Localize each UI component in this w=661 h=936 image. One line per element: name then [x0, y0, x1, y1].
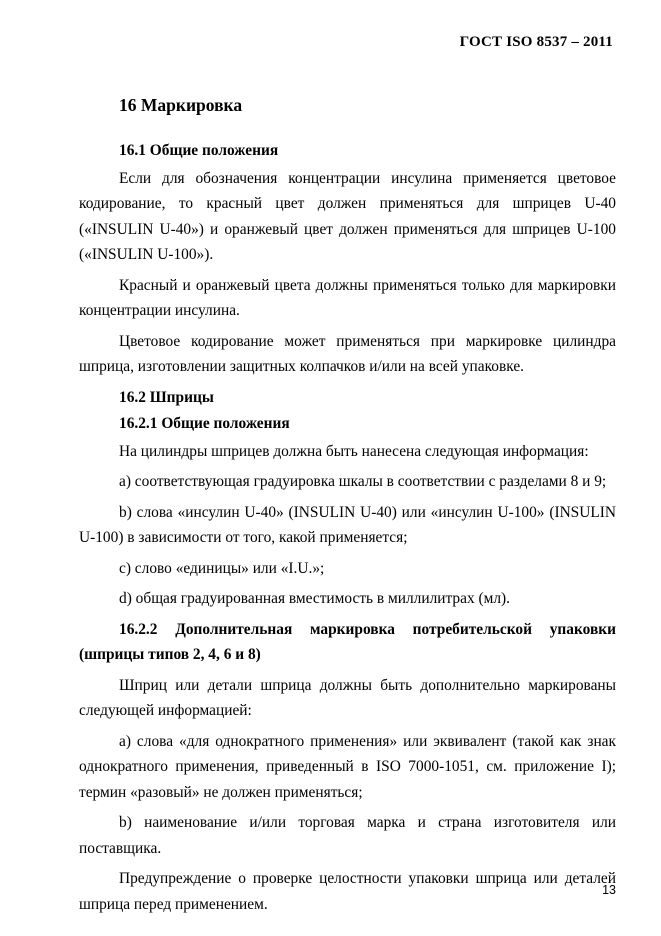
- paragraph-warning: Предупреждение о проверке целостности упаковки шприца или деталей шприца перед применением.: [79, 870, 616, 913]
- list-item-manufacturer: b) наименование и/или торговая марка и страна изготовителя или поставщика.: [79, 814, 616, 857]
- document-body: [79, 92, 616, 922]
- list-item-d: d) общая градуированная вместимость в миллилитрах (мл).: [119, 590, 511, 607]
- list-item-b: b) слова «инсулин U-40» (INSULIN U-40) или «инсулин U-100» (INSULIN U-100) в зависимости от того, какой применяется;: [79, 503, 616, 546]
- paragraph-color-restriction: Красный и оранжевый цвета должны применяться только для маркировки концентрации инсулина.: [79, 276, 616, 319]
- subsection-heading-16-2-2: 16.2.2 Дополнительная маркировка потребительской упаковки (шприцы типов 2, 4, 6 и 8): [79, 620, 616, 663]
- paragraph-barrel-info-intro: На цилиндры шприцев должна быть нанесена следующая информация:: [119, 442, 589, 460]
- document-code: ГОСТ ISO 8537 – 2011: [459, 34, 613, 50]
- subsection-heading-16-2-1: 16.2.1 Общие положения: [119, 415, 290, 432]
- paragraph-color-coding: Если для обозначения концентрации инсулина применяется цветовое кодирование, то красный цвет должен применяться для шприцев U-40 («INSULIN U-40») и оранжевый цвет должен применяться для шприцев U-100 («INSULIN U-100»).: [79, 169, 616, 263]
- subsection-heading-16-1: 16.1 Общие положения: [119, 142, 279, 159]
- paragraph-color-application: Цветовое кодирование может применяться при маркировке цилиндра шприца, изготовлении защитных колпачков и/или на всей упаковке.: [79, 332, 616, 375]
- list-item-single-use: a) слова «для однократного применения» или эквивалент (такой как знак однократного применения, приведенный в ISO 7000-1051, см. приложение I); термин «разовый» не должен применяться;: [79, 732, 616, 801]
- page-number: 13: [602, 883, 616, 897]
- paragraph-additional-marking-intro: Шприц или детали шприца должны быть дополнительно маркированы следующей информацией:: [79, 676, 616, 719]
- list-item-a: a) соответствующая градуировка шкалы в соответствии с разделами 8 и 9;: [119, 473, 607, 490]
- section-title: 16 Маркировка: [119, 95, 243, 115]
- list-item-c: c) слово «единицы» или «I.U.»;: [119, 559, 325, 577]
- subsection-heading-16-2: 16.2 Шприцы: [119, 388, 214, 406]
